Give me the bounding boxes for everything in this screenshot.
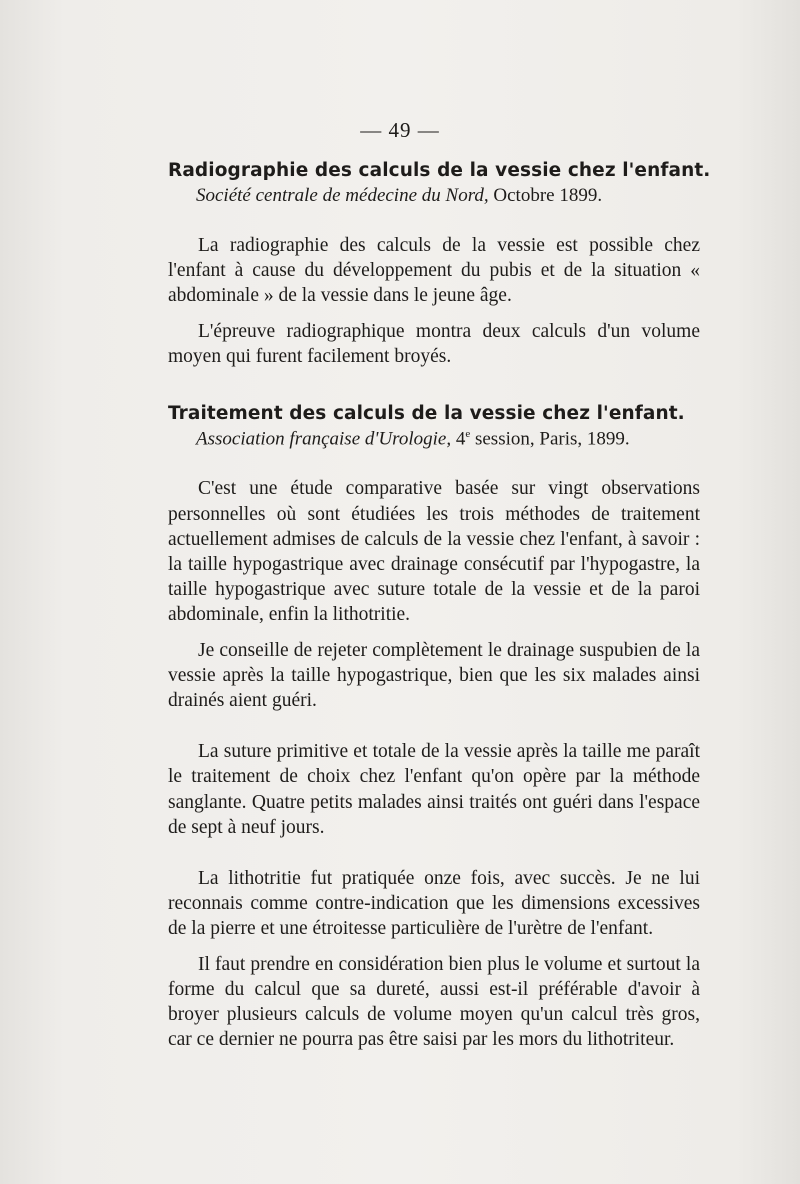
source-organization: Société centrale de médecine du Nord, bbox=[196, 185, 489, 206]
section-title: Traitement des calculs de la vessie chez l'enfant. bbox=[168, 403, 685, 424]
section-source bbox=[168, 185, 700, 207]
source-date: Octobre 1899. bbox=[493, 185, 603, 206]
source-organization: Association française d'Urologie, bbox=[196, 428, 452, 450]
paragraph: L'épreuve radiographique montra deux calculs d'un volume moyen qui furent facilement broyés. bbox=[168, 320, 700, 367]
section-title: Radiographie des calculs de la vessie chez l'enfant. bbox=[168, 160, 711, 181]
paragraph: La lithotritie fut pratiquée onze fois, avec succès. Je ne lui reconnais comme contre-indication que les dimensions excessives de la pierre et une étroitesse particulière de l'urètre de l'enfant. bbox=[168, 867, 700, 940]
paragraph: La radiographie des calculs de la vessie est possible chez l'enfant à cause du développement du pubis et de la situation « abdominale » de la vessie dans le jeune âge. bbox=[168, 235, 700, 307]
section-radiographie bbox=[168, 160, 711, 369]
paragraph: Je conseille de rejeter complètement le drainage suspubien de la vessie après la taille hypogastrique, bien que les six malades ainsi drainés aient guéri. bbox=[168, 639, 700, 711]
page-number: — 49 — bbox=[360, 118, 440, 142]
section-traitement bbox=[168, 403, 700, 1052]
source-session-number: 4 bbox=[455, 428, 466, 450]
paragraph: C'est une étude comparative basée sur vingt observations personnelles où sont étudiées les trois méthodes de traitement actuellement admises de calculs de la vessie chez l'enfant, à savoir : la taille hypogastrique avec drainage consécutif par l'hypogastre, la taille hypogastrique avec suture totale de la vessie et de la paroi abdominale, enfin la lithotritie. bbox=[168, 478, 700, 626]
source-session-details: session, Paris, 1899. bbox=[474, 428, 630, 450]
paragraph: Il faut prendre en considération bien plus le volume et surtout la forme du calcul que sa dureté, aussi est-il préférable d'avoir à broyer plusieurs calculs de volume moyen qu'un calcul très gros, car ce dernier ne pourra pas être saisi par les mors du lithotriteur. bbox=[168, 953, 700, 1051]
paragraph: La suture primitive et totale de la vessie après la taille me paraît le traitement de choix chez l'enfant qu'on opère par la méthode sanglante. Quatre petits malades ainsi traités ont guéri dans l'espace de sept à neuf jours. bbox=[168, 741, 700, 838]
section-source bbox=[168, 428, 700, 450]
source-session-ordinal: e bbox=[465, 428, 471, 440]
